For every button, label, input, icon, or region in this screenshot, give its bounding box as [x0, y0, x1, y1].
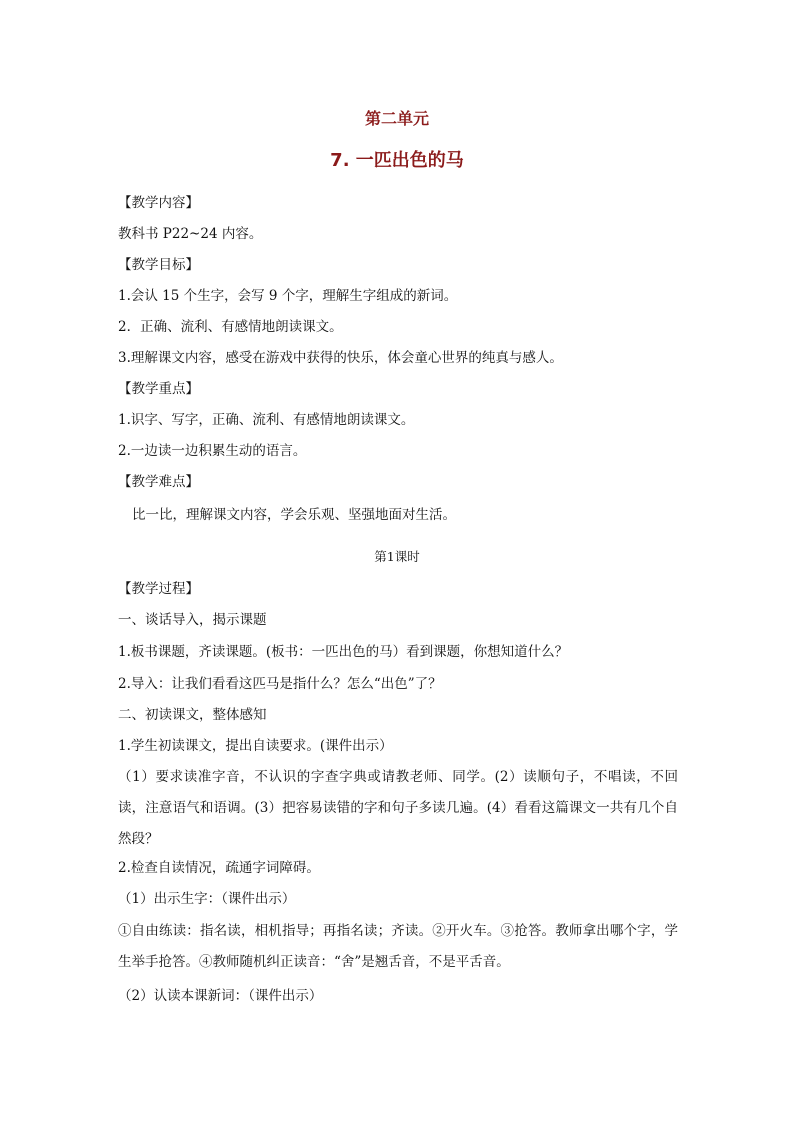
focus-item: 1.识字、写字，正确、流利、有感情地朗读课文。: [118, 412, 415, 428]
lesson-title: 7. 一匹出色的马: [330, 150, 464, 171]
goal-item: 3.理解课文内容，感受在游戏中获得的快乐，体会童心世界的纯真与感人。: [118, 350, 563, 366]
focus-heading: 【教学重点】: [118, 381, 199, 397]
reading-requirements-paragraph: （1）要求读准字音，不认识的字查字典或请教老师、同学。(2）读顺句子，不唱读，不回读，注意语气和语调。(3）把容易读错的字和句子多读几遍。(4）看看这篇课文一共有几个自然段？: [118, 769, 678, 847]
process-part1-item: 2.导入：让我们看看这匹马是指什么？怎么“出色”了？: [118, 676, 442, 692]
character-practice-paragraph: ①自由练读：指名读，相机指导；再指名读；齐读。②开火车。③抢答。教师拿出哪个字，学生举手抢答。④教师随机纠正读音：“舍”是翘舌音，不是平舌音。: [118, 923, 678, 970]
difficulty-heading: 【教学难点】: [118, 474, 199, 490]
process-part1-title: 一、谈话导入，揭示课题: [118, 612, 267, 628]
process-part2-title: 二、初读课文，整体感知: [118, 707, 267, 723]
process-heading: 【教学过程】: [118, 581, 199, 597]
process-part2-subitem: （1）出示生字：（课件出示）: [118, 891, 296, 907]
content-heading: 【教学内容】: [118, 195, 199, 211]
difficulty-text: 比一比，理解课文内容，学会乐观、坚强地面对生活。: [132, 507, 456, 523]
content-text: 教科书 P22~24 内容。: [118, 226, 263, 242]
focus-item: 2.一边读一边积累生动的语言。: [118, 443, 307, 459]
goal-item: 2．正确、流利、有感情地朗读课文。: [118, 319, 343, 335]
period-label: 第1课时: [374, 549, 420, 564]
process-part2-subitem: （2）认读本课新词：（课件出示）: [118, 988, 323, 1004]
process-part2-item: 2.检查自读情况，疏通字词障碍。: [118, 860, 320, 876]
goals-heading: 【教学目标】: [118, 257, 199, 273]
goal-item: 1.会认 15 个生字，会写 9 个字，理解生字组成的新词。: [118, 288, 458, 304]
process-part2-item: 1.学生初读课文，提出自读要求。(课件出示）: [118, 738, 393, 754]
unit-title: 第二单元: [364, 109, 429, 128]
process-part1-item: 1.板书课题，齐读课题。(板书：一匹出色的马）看到课题，你想知道什么？: [118, 644, 569, 660]
